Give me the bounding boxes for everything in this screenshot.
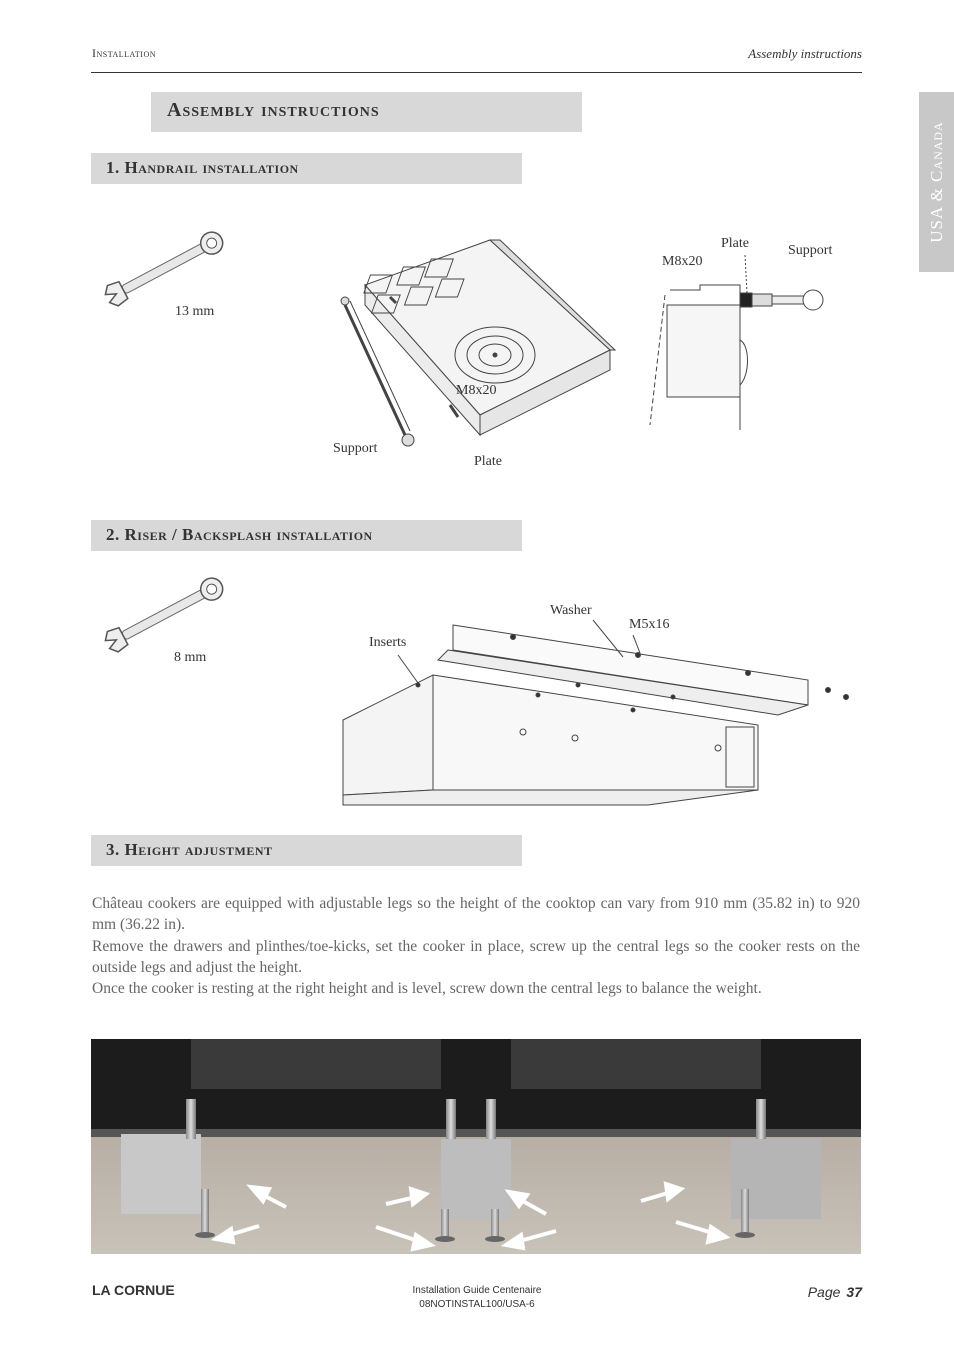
page-title-box [151,92,582,132]
handrail-plate-label: Plate [474,454,502,469]
handrail-diagram [330,235,620,470]
section-1-heading-box [91,153,522,184]
paragraph-3: Once the cooker is resting at the right height and is level, screw down the central legs to balance the weight. [92,980,762,998]
footer-doc-code: 08NOTINSTAL100/USA-6 [419,1299,535,1310]
footer-page [808,1284,862,1300]
detail-support-label: Support [788,243,833,258]
section-2-heading: 2. Riser / Backsplash installation [106,525,373,544]
wrench-13mm-icon [96,228,236,308]
cooker-legs-photo [91,1039,861,1254]
paragraph-1: Château cookers are equipped with adjustable legs so the height of the cooktop can vary from 910 mm (35.82 in) to 920 mm (36.22 in). [92,895,860,934]
backsplash-diagram [338,615,858,810]
detail-plate-label: Plate [721,236,749,251]
wrench-size-label-1: 13 mm [175,304,215,319]
footer-guide-info [354,1284,600,1312]
wrench-8mm-icon [96,574,236,654]
section-3-heading: 3. Height adjustment [106,840,273,859]
handrail-screw-label: M8x20 [456,383,497,398]
footer-page-label: Page [807,1284,841,1300]
section-1-heading: 1. Handrail installation [106,158,299,177]
side-tab [919,92,954,272]
footer-brand: LA CORNUE [92,1282,175,1298]
height-adjustment-text [92,893,860,999]
header-rule [91,72,862,73]
page-title: Assembly instructions [167,99,380,121]
footer-page-number: 37 [846,1284,862,1300]
washer-label: Washer [550,603,592,618]
paragraph-2: Remove the drawers and plinthes/toe-kicks, set the cooker in place, screw up the central legs so the cooker rests on the outside legs and adjust the height. [92,937,860,976]
handrail-support-label: Support [333,441,378,456]
section-2-heading-box [91,520,522,551]
section-3-heading-box [91,835,522,866]
wrench-size-label-2: 8 mm [174,650,207,665]
handrail-detail-diagram [645,255,835,430]
header-doc-title: Assembly instructions [748,46,862,61]
header-section: Installation [92,46,157,60]
inserts-label: Inserts [369,635,407,650]
riser-screw-label: M5x16 [629,617,670,632]
footer-guide-title: Installation Guide Centenaire [412,1285,542,1296]
side-tab-label: USA & Canada [926,121,946,243]
detail-screw-label: M8x20 [662,254,703,269]
